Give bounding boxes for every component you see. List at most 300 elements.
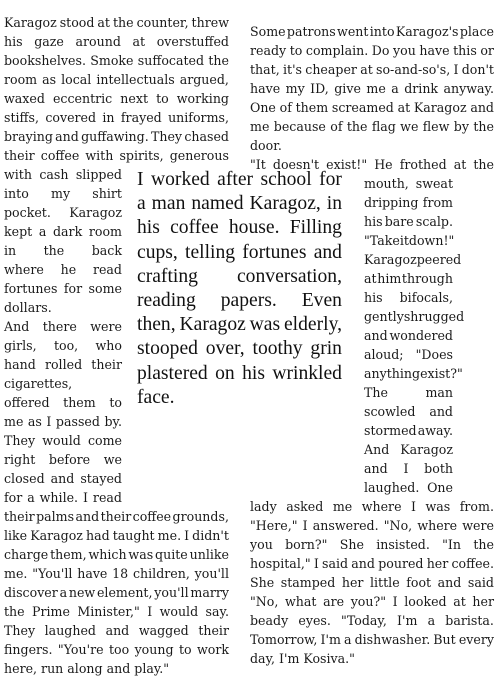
- word: you?": [350, 594, 387, 609]
- word: intellectuals: [96, 72, 175, 87]
- word: born?": [285, 537, 328, 552]
- word: her: [472, 594, 494, 609]
- word: braying: [4, 129, 53, 144]
- word: him: [377, 271, 402, 286]
- word: you'll: [194, 566, 229, 581]
- text-line: [4, 70, 229, 89]
- word: "Today,: [341, 613, 387, 628]
- word: with: [85, 148, 114, 163]
- text-line: [4, 279, 122, 298]
- word: I'm: [320, 632, 341, 647]
- word: dripping: [364, 195, 419, 210]
- word: Smoke: [90, 53, 134, 68]
- word: was: [249, 314, 281, 336]
- word: read: [92, 262, 122, 277]
- word: into: [4, 186, 29, 201]
- word: I: [46, 414, 52, 429]
- word: and: [105, 623, 130, 638]
- text-line: [4, 32, 229, 51]
- word: and: [364, 328, 388, 343]
- word: exist?": [420, 366, 463, 381]
- text-line: [4, 545, 229, 564]
- word: into: [369, 24, 395, 39]
- word: looked: [404, 594, 447, 609]
- word: I: [137, 169, 144, 190]
- word: the: [4, 604, 25, 619]
- word: would: [42, 433, 81, 448]
- word: her: [426, 556, 449, 571]
- word: a: [344, 632, 352, 647]
- word: and: [429, 404, 453, 419]
- word: the: [473, 157, 494, 172]
- word: and: [470, 100, 494, 115]
- word: in: [326, 193, 342, 215]
- word: and: [50, 471, 75, 486]
- word: fortunes: [4, 281, 58, 296]
- word: before: [48, 452, 91, 467]
- word: me: [4, 414, 24, 429]
- pull-quote-line: [137, 265, 342, 289]
- word: One: [427, 480, 453, 495]
- word: "It: [250, 157, 266, 172]
- word: their: [4, 509, 35, 524]
- word: were: [462, 518, 494, 533]
- word: quite: [155, 547, 188, 562]
- word: shrugged: [403, 309, 465, 324]
- text-line: [364, 231, 453, 250]
- word: stayed: [80, 471, 122, 486]
- word: their: [91, 357, 122, 372]
- word: and: [75, 509, 100, 524]
- word: doesn't: [272, 157, 320, 172]
- word: dark: [52, 224, 83, 239]
- word: and: [437, 575, 462, 590]
- word: by.: [104, 414, 122, 429]
- word: them: [63, 395, 96, 410]
- text-line: [250, 516, 494, 535]
- word: around: [75, 34, 121, 49]
- text-line: [250, 41, 494, 60]
- word: drink: [404, 81, 439, 96]
- word: coffee: [40, 148, 80, 163]
- word: laughed: [44, 623, 96, 638]
- word: was: [425, 499, 451, 514]
- word: named: [191, 193, 244, 215]
- word: local: [61, 72, 92, 87]
- word: every: [458, 632, 494, 647]
- word: have: [419, 43, 450, 58]
- word: as: [42, 72, 57, 87]
- text-line: here, run along and play.": [4, 661, 170, 676]
- text-line: [4, 222, 122, 241]
- word: insisted.: [376, 537, 430, 552]
- word: "Does: [415, 347, 453, 362]
- word: "No,: [383, 518, 413, 533]
- text-line: [364, 459, 453, 478]
- word: stamped: [280, 575, 336, 590]
- word: wondered: [389, 328, 453, 343]
- text-line: [4, 488, 122, 507]
- word: Karagoz: [413, 100, 467, 115]
- word: this: [453, 43, 477, 58]
- word: come: [87, 433, 122, 448]
- word: a: [38, 224, 47, 239]
- word: for: [63, 281, 83, 296]
- text-line: [364, 174, 453, 193]
- word: of: [279, 100, 292, 115]
- word: flew: [422, 119, 450, 134]
- word: stooped: [137, 338, 198, 360]
- word: the: [346, 119, 368, 134]
- word: worked: [150, 169, 210, 190]
- word: over,: [205, 338, 245, 360]
- word: suffocated: [137, 53, 205, 68]
- word: uniforms,: [168, 110, 229, 125]
- text-line: [364, 250, 462, 269]
- word: little: [370, 575, 400, 590]
- word: room: [4, 72, 38, 87]
- text-line: [364, 269, 453, 288]
- word: fingers.: [4, 642, 53, 657]
- word: I: [184, 528, 190, 543]
- word: Karagoz: [364, 252, 417, 267]
- word: pocket.: [4, 205, 51, 220]
- word: Minister,": [77, 604, 140, 619]
- word: Karagoz: [69, 205, 122, 220]
- word: girls,: [4, 338, 37, 353]
- word: with: [4, 167, 32, 182]
- word: room: [88, 224, 122, 239]
- text-line: [4, 355, 122, 374]
- word: me.: [4, 566, 28, 581]
- word: didn't: [192, 528, 229, 543]
- word: dishwasher.: [354, 632, 431, 647]
- text-line: [4, 602, 229, 621]
- word: papers.: [220, 290, 277, 312]
- word: his: [4, 34, 23, 49]
- text-line: [364, 402, 453, 421]
- word: sweat: [415, 176, 453, 191]
- word: plastered: [137, 362, 208, 384]
- word: Filling: [289, 217, 342, 239]
- word: my: [51, 186, 71, 201]
- text-line: [364, 288, 453, 307]
- text-line: day, I'm Kosiva.": [250, 651, 355, 666]
- word: threw: [191, 15, 229, 30]
- word: where: [361, 499, 402, 514]
- word: to: [156, 91, 169, 106]
- word: for: [319, 169, 342, 190]
- word: "Here,": [250, 518, 298, 533]
- word: gaze: [34, 34, 64, 49]
- word: at: [360, 62, 373, 77]
- word: man: [425, 385, 453, 400]
- pull-quote: [137, 168, 342, 410]
- word: you: [393, 43, 416, 58]
- word: by: [453, 119, 469, 134]
- pull-quote-line: [137, 313, 342, 337]
- word: wagged: [138, 623, 189, 638]
- word: hospital,": [250, 556, 311, 571]
- word: lady: [250, 499, 277, 514]
- word: I: [302, 518, 308, 533]
- word: anything: [364, 366, 421, 381]
- word: patrons: [286, 24, 336, 39]
- word: and: [351, 556, 375, 571]
- word: he: [60, 262, 77, 277]
- word: it's: [283, 62, 303, 77]
- text-line: [364, 212, 453, 231]
- word: grin: [310, 338, 342, 360]
- word: bookshelves.: [4, 53, 86, 68]
- word: slipped: [75, 167, 122, 182]
- word: Even: [301, 290, 342, 312]
- word: are: [323, 594, 345, 609]
- text-line: [250, 630, 494, 649]
- word: telling: [185, 241, 236, 263]
- text-line: [250, 60, 494, 79]
- word: closed: [4, 471, 45, 486]
- word: their: [4, 148, 35, 163]
- word: we: [400, 119, 419, 134]
- word: from.: [459, 499, 494, 514]
- word: that,: [250, 62, 280, 77]
- word: spirits,: [119, 148, 164, 163]
- word: new: [68, 585, 96, 600]
- word: stiffs,: [4, 110, 39, 125]
- word: at: [97, 15, 110, 30]
- word: scalp.: [415, 214, 453, 229]
- word: to: [109, 395, 122, 410]
- word: at: [132, 34, 146, 49]
- word: place: [459, 24, 494, 39]
- word: foot: [406, 575, 432, 590]
- word: at: [364, 271, 377, 286]
- word: waxed: [4, 91, 45, 106]
- word: me: [250, 119, 270, 134]
- word: man: [151, 193, 186, 215]
- text-line: cigarettes,: [4, 376, 73, 391]
- pull-quote-line: [137, 337, 342, 361]
- text-line: [4, 146, 229, 165]
- word: were: [90, 319, 122, 334]
- text-line: [364, 345, 453, 364]
- word: "Take: [364, 233, 400, 248]
- word: kept: [4, 224, 33, 239]
- word: my: [285, 81, 305, 96]
- word: too: [108, 642, 130, 657]
- word: like: [4, 528, 28, 543]
- word: fortunes: [242, 241, 307, 263]
- word: They: [150, 129, 183, 144]
- word: where: [4, 262, 44, 277]
- word: I: [403, 461, 409, 476]
- word: "You're: [57, 642, 104, 657]
- word: the: [473, 537, 494, 552]
- word: I'm: [397, 613, 418, 628]
- word: for: [4, 490, 23, 505]
- word: the: [473, 119, 494, 134]
- word: would: [159, 604, 199, 619]
- pull-quote-line: [137, 192, 342, 216]
- text-line: [4, 564, 229, 583]
- text-line: [250, 611, 494, 630]
- text-line: [4, 450, 122, 469]
- word: to: [289, 43, 303, 58]
- text-line: [4, 431, 122, 450]
- text-line: [364, 478, 453, 497]
- word: as: [27, 414, 42, 429]
- word: house.: [228, 217, 280, 239]
- word: there: [42, 319, 77, 334]
- word: on: [215, 362, 235, 384]
- word: beady: [250, 613, 289, 628]
- word: back: [91, 243, 122, 258]
- word: coffee.: [451, 556, 494, 571]
- word: me.: [157, 528, 182, 543]
- word: their: [198, 623, 229, 638]
- word: answered.: [312, 518, 379, 533]
- word: One: [250, 100, 276, 115]
- word: unlike: [189, 547, 229, 562]
- word: Prime: [32, 604, 70, 619]
- word: barista.: [445, 613, 494, 628]
- word: taught: [112, 528, 155, 543]
- word: in: [102, 110, 115, 125]
- word: after: [217, 169, 254, 190]
- text-line: [4, 526, 229, 545]
- word: Karagoz,: [249, 193, 321, 215]
- text-line: [4, 317, 122, 336]
- word: work: [196, 642, 229, 657]
- word: marry: [190, 585, 229, 600]
- word: grounds,: [172, 509, 229, 524]
- word: we: [103, 452, 122, 467]
- word: hand: [4, 357, 36, 372]
- word: his: [364, 290, 383, 305]
- word: don't: [461, 62, 494, 77]
- word: generous: [169, 148, 229, 163]
- word: Karagoz's: [395, 24, 459, 39]
- text-line: [4, 13, 229, 32]
- word: eyes.: [298, 613, 331, 628]
- word: and: [364, 461, 388, 476]
- pull-quote-line: face.: [137, 386, 175, 408]
- word: toothy: [252, 338, 303, 360]
- word: bare: [384, 214, 414, 229]
- word: rolled: [44, 357, 83, 372]
- word: said: [467, 575, 494, 590]
- word: Some: [250, 24, 286, 39]
- word: what: [285, 594, 317, 609]
- word: you'll: [154, 585, 189, 600]
- text-line: [4, 165, 122, 184]
- word: read: [92, 490, 122, 505]
- pull-quote-line: [137, 289, 342, 313]
- word: at: [453, 594, 466, 609]
- text-line: [250, 497, 494, 516]
- word: where: [417, 518, 458, 533]
- word: mouth,: [364, 176, 409, 191]
- word: They: [4, 623, 36, 638]
- word: cash: [39, 167, 69, 182]
- text-line: [4, 241, 122, 260]
- word: their: [100, 509, 132, 524]
- word: screamed: [331, 100, 394, 115]
- word: to: [178, 642, 192, 657]
- text-line: [250, 22, 494, 41]
- word: "You'll: [32, 566, 73, 581]
- word: palms: [36, 509, 75, 524]
- text-line: [364, 193, 453, 212]
- word: you: [250, 537, 273, 552]
- word: I: [411, 499, 416, 514]
- word: down!": [408, 233, 455, 248]
- word: next: [120, 91, 149, 106]
- text-line: [4, 336, 122, 355]
- word: coffee: [132, 509, 172, 524]
- word: eccentric: [52, 91, 113, 106]
- word: a: [137, 193, 146, 215]
- word: school: [260, 169, 312, 190]
- text-line: [250, 117, 494, 136]
- word: away.: [417, 423, 453, 438]
- word: complain.: [305, 43, 369, 58]
- word: at: [453, 157, 467, 172]
- word: argued,: [179, 72, 229, 87]
- word: because: [273, 119, 326, 134]
- text-line: dollars.: [4, 300, 52, 315]
- word: working: [176, 91, 229, 106]
- word: which: [88, 547, 127, 562]
- word: laughed.: [364, 480, 420, 495]
- word: say.: [205, 604, 229, 619]
- word: frothed: [399, 157, 447, 172]
- word: But: [433, 632, 456, 647]
- word: reading: [137, 290, 196, 312]
- word: give: [334, 81, 361, 96]
- word: them: [295, 100, 329, 115]
- word: the: [43, 243, 65, 258]
- word: his: [137, 217, 160, 239]
- word: went: [337, 24, 369, 39]
- word: covered: [45, 110, 97, 125]
- word: discover: [4, 585, 58, 600]
- word: crafting: [137, 265, 198, 287]
- word: it: [399, 233, 409, 248]
- word: "In: [442, 537, 462, 552]
- text-line: [250, 554, 494, 573]
- text-line: [250, 592, 494, 611]
- word: conversation,: [236, 265, 342, 287]
- text-line: [4, 89, 229, 108]
- word: and: [55, 129, 79, 144]
- word: some: [88, 281, 122, 296]
- word: me: [332, 499, 353, 514]
- word: from: [422, 195, 453, 210]
- word: then,: [137, 314, 176, 336]
- word: young: [134, 642, 174, 657]
- word: in: [4, 243, 17, 258]
- text-line: [4, 184, 122, 203]
- word: aloud;: [364, 347, 404, 362]
- word: at: [397, 100, 411, 115]
- text-line: [4, 127, 229, 146]
- word: anyway.: [443, 81, 494, 96]
- word: stormed: [364, 423, 417, 438]
- word: was: [128, 547, 154, 562]
- text-line: [4, 108, 229, 127]
